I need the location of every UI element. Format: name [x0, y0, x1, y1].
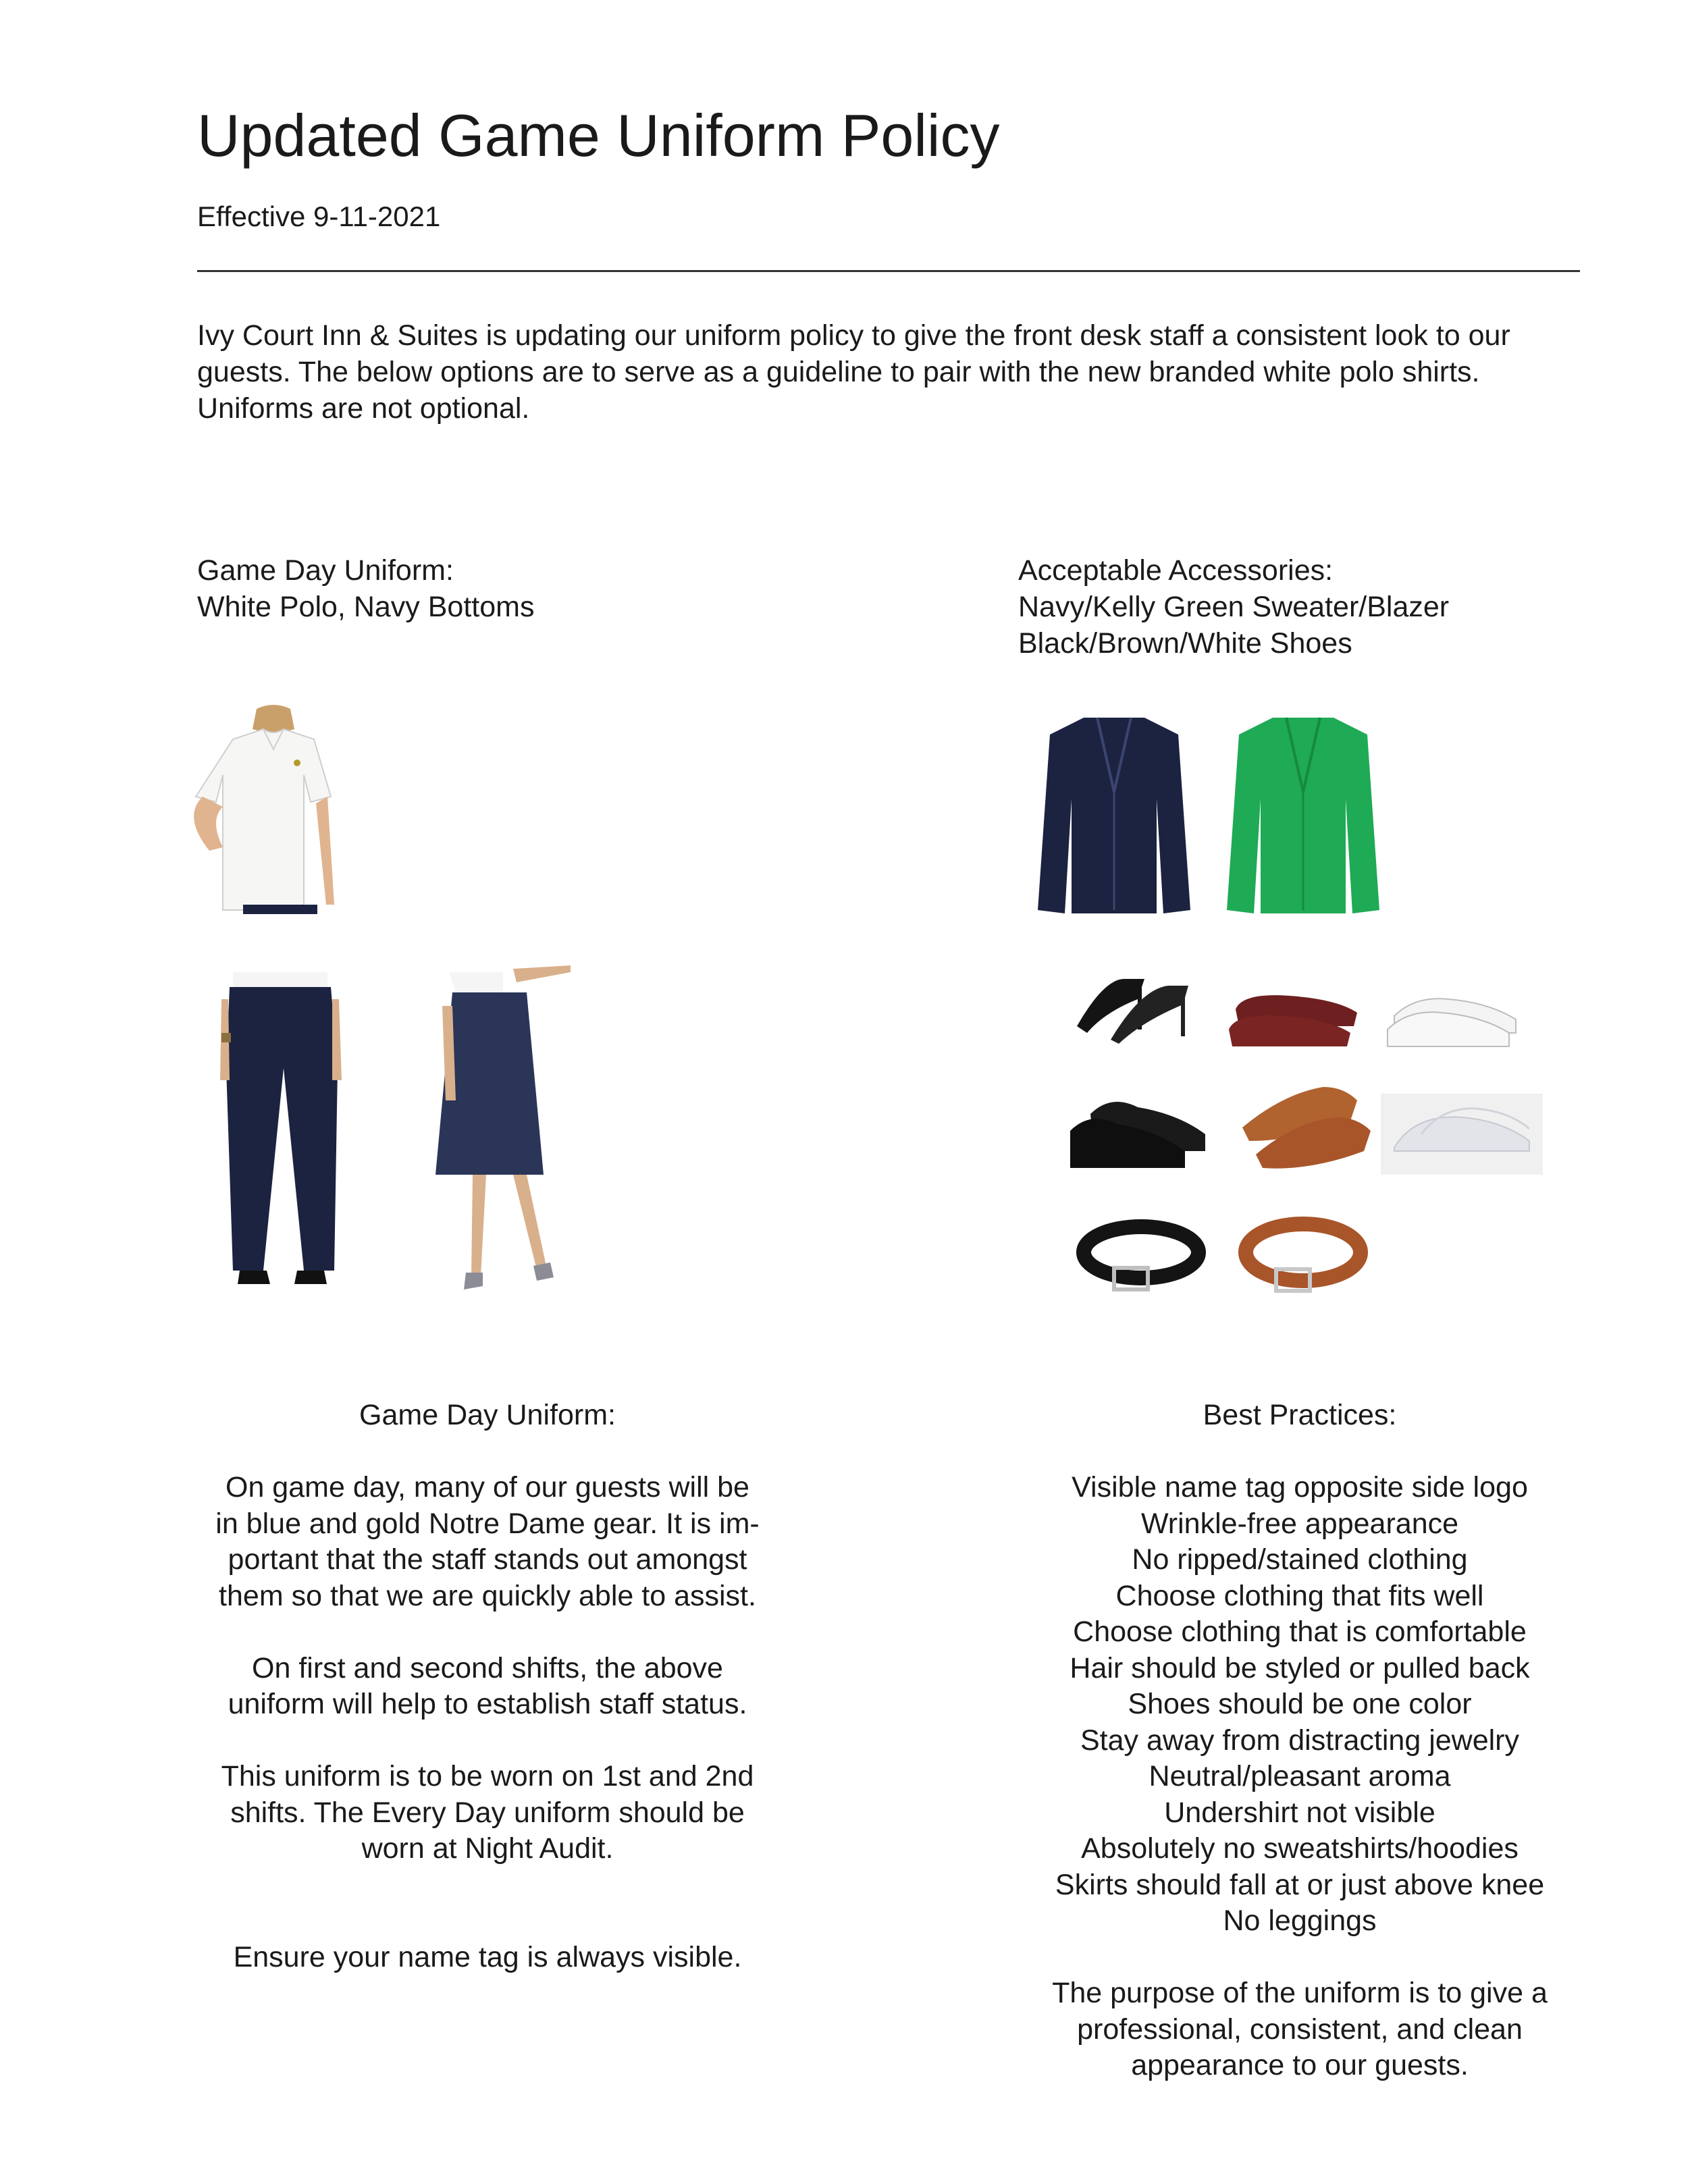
best-practice-item: Hair should be styled or pulled back — [1070, 1651, 1530, 1684]
best-practice-item: No leggings — [1223, 1905, 1377, 1937]
best-practices-section — [962, 1397, 1637, 2084]
intro-line: Uniforms are not optional. — [197, 392, 530, 425]
best-practice-item: Stay away from distracting jewelry — [1080, 1724, 1519, 1757]
uniform-summary-heading: Game Day Uniform: — [197, 554, 454, 587]
effective-date: Effective 9-11-2021 — [197, 201, 441, 232]
navy-sweater-image — [1036, 714, 1192, 917]
white-polo-image — [176, 702, 365, 918]
game-day-text-line: them so that we are quickly able to assist. — [219, 1579, 756, 1612]
header-divider — [197, 270, 1580, 272]
navy-skirt-image — [432, 965, 587, 1296]
black-heels-image — [1070, 962, 1198, 1050]
best-practice-item: Absolutely no sweatshirts/hoodies — [1081, 1832, 1519, 1865]
game-day-text-line: worn at Night Audit. — [361, 1832, 614, 1865]
best-practice-item: Choose clothing that fits well — [1115, 1579, 1484, 1612]
intro-line: guests. The below options are to serve as a guideline to pair with the new branded white polo shirts. — [197, 356, 1480, 388]
game-day-text-line: On game day, many of our guests will be — [226, 1471, 749, 1503]
best-practices-heading: Best Practices: — [1203, 1399, 1397, 1431]
game-day-section — [150, 1397, 825, 1975]
accessories-line-1: Navy/Kelly Green Sweater/Blazer — [1018, 591, 1450, 623]
navy-pants-image — [203, 972, 358, 1289]
black-oxfords-image — [1063, 1087, 1219, 1175]
white-sneakers-image — [1381, 982, 1536, 1050]
closing-line: The purpose of the uniform is to give a — [1052, 1977, 1548, 2009]
best-practice-item: Neutral/pleasant aroma — [1149, 1760, 1451, 1792]
game-day-text-line: portant that the staff stands out amongst — [228, 1543, 747, 1576]
best-practice-item: Choose clothing that is comfortable — [1073, 1616, 1527, 1648]
game-day-text-line: This uniform is to be worn on 1st and 2nd — [221, 1760, 754, 1792]
game-day-heading: Game Day Uniform: — [359, 1399, 616, 1431]
best-practice-item: Wrinkle-free appearance — [1140, 1507, 1459, 1540]
accessories-summary — [1018, 552, 1449, 662]
name-tag-note: Ensure your name tag is always visible. — [233, 1940, 742, 1973]
closing-line: professional, consistent, and clean — [1077, 2013, 1523, 2046]
intro-line: Ivy Court Inn & Suites is updating our uniform policy to give the front desk staff a consistent look to our — [197, 319, 1510, 352]
best-practice-item: Skirts should fall at or just above knee — [1055, 1868, 1545, 1901]
game-day-text-line: uniform will help to establish staff status. — [228, 1688, 747, 1720]
page-title: Updated Game Uniform Policy — [197, 102, 1000, 169]
best-practice-item: Shoes should be one color — [1128, 1688, 1472, 1720]
brown-belt-image — [1239, 1212, 1367, 1306]
black-belt-image — [1077, 1215, 1205, 1303]
uniform-summary — [197, 552, 534, 625]
white-running-shoes-image — [1381, 1094, 1543, 1175]
game-day-text-line: shifts. The Every Day uniform should be — [230, 1796, 745, 1829]
best-practice-item: No ripped/stained clothing — [1132, 1543, 1468, 1576]
closing-line: appearance to our guests. — [1131, 2049, 1469, 2081]
accessories-heading: Acceptable Accessories: — [1018, 554, 1334, 587]
best-practice-item: Undershirt not visible — [1164, 1796, 1435, 1829]
brown-loafers-image — [1225, 976, 1367, 1050]
intro-paragraph — [197, 317, 1588, 427]
accessories-line-2: Black/Brown/White Shoes — [1018, 627, 1352, 660]
brown-oxfords-image — [1222, 1080, 1377, 1175]
game-day-text-line: On first and second shifts, the above — [252, 1651, 723, 1684]
green-sweater-image — [1225, 714, 1381, 917]
game-day-text-line: in blue and gold Notre Dame gear. It is im- — [215, 1507, 760, 1540]
uniform-summary-items: White Polo, Navy Bottoms — [197, 591, 535, 623]
best-practice-item: Visible name tag opposite side logo — [1072, 1471, 1528, 1503]
